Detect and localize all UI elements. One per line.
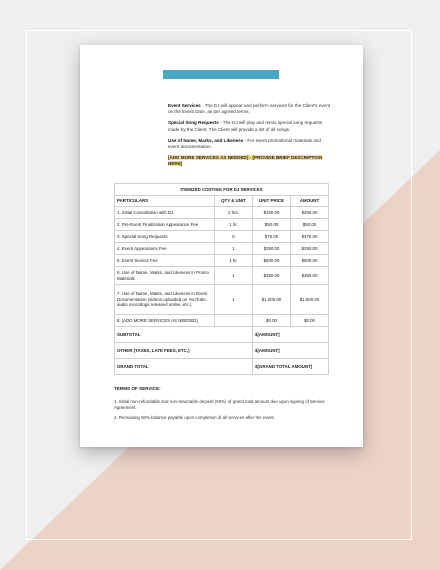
header-particulars: PARTICULARS xyxy=(115,196,215,207)
table-row xyxy=(115,315,329,327)
table-row xyxy=(115,255,329,267)
service-text: - For event promotional materials and event documentation. xyxy=(168,137,321,150)
table-header-row xyxy=(115,196,329,207)
table-row xyxy=(115,243,329,255)
cell-particulars: 5. Event Service Fee xyxy=(115,255,215,267)
subtotal-label: SUBTOTAL xyxy=(115,327,253,343)
cell-particulars: 7. Use of Name, Marks, and Likeness in Event Documentation (videos uploaded on YouTube, audio recordings released online, etc.) xyxy=(115,285,215,315)
header-amount: AMOUNT xyxy=(291,196,329,207)
cell-particulars: 4. Event Appearance Fee xyxy=(115,243,215,255)
terms-title: TERMS OF SERVICE: xyxy=(114,386,161,391)
add-more-paragraph xyxy=(168,155,330,167)
add-more-placeholder: [ADD MORE SERVICES AS NEEDED] - [PROVIDE BRIEF DESCRIPTION HERE] xyxy=(168,155,323,167)
cell-particulars: 3. Special Song Requests xyxy=(115,231,215,243)
cell-amount: $0.00 xyxy=(291,315,329,327)
cell-qty: 1 hr. xyxy=(215,219,253,231)
terms-section xyxy=(114,386,334,425)
table-title-row xyxy=(115,184,329,196)
cell-amount: $50.00 xyxy=(291,219,329,231)
cell-qty: 2 hrs. xyxy=(215,207,253,219)
cell-unit-price: $50.00 xyxy=(253,219,291,231)
cell-unit-price: $100.00 xyxy=(253,207,291,219)
cell-amount: $200.00 xyxy=(291,207,329,219)
other-label: OTHER (TAXES, LATE FEES, ETC.) xyxy=(115,343,253,359)
cell-qty: 1 xyxy=(215,243,253,255)
cell-amount: $250.00 xyxy=(291,243,329,255)
cell-particulars: 8. [ADD MORE SERVICES AS NEEDED] xyxy=(115,315,215,327)
cell-unit-price: $350.00 xyxy=(253,267,291,285)
cell-particulars: 6. Use of Name, Marks, and Likeness in Promo Materials xyxy=(115,267,215,285)
table-row xyxy=(115,285,329,315)
cell-particulars: 2. Pre-Event Finalization Appearance Fee xyxy=(115,219,215,231)
table-row xyxy=(115,231,329,243)
service-paragraph xyxy=(168,103,330,115)
service-name: Event Services xyxy=(168,103,201,108)
cell-amount: $350.00 xyxy=(291,267,329,285)
cell-qty: 1 hr. xyxy=(215,255,253,267)
table-row xyxy=(115,207,329,219)
service-name: Use of Name, Marks, and Likeness xyxy=(168,137,244,143)
cell-unit-price: $500.00 xyxy=(253,255,291,267)
subtotal-row xyxy=(115,327,329,343)
table-row xyxy=(115,267,329,285)
cell-qty: 5 xyxy=(215,231,253,243)
services-section xyxy=(168,103,330,173)
cell-qty: 1 xyxy=(215,267,253,285)
costing-table-wrap xyxy=(114,183,328,375)
cell-amount: $1,000.00 xyxy=(291,285,329,315)
service-paragraph xyxy=(168,120,330,132)
cell-unit-price: $0.00 xyxy=(253,315,291,327)
cell-unit-price: $250.00 xyxy=(253,243,291,255)
grand-total-row xyxy=(115,359,329,375)
other-row xyxy=(115,343,329,359)
subtotal-value: $[AMOUNT] xyxy=(253,327,329,343)
accent-bar xyxy=(163,70,279,79)
terms-item: 1. Initial non-refundable and non-returnable deposit (50%) of grand total amount due upon signing of Service Agreement. xyxy=(114,399,325,410)
costing-table xyxy=(114,183,329,375)
cell-amount: $375.00 xyxy=(291,231,329,243)
cell-qty: 1 xyxy=(215,285,253,315)
service-name: Special Song Requests xyxy=(168,120,219,126)
grand-total-value: $[GRAND TOTAL AMOUNT] xyxy=(253,359,329,375)
service-paragraph xyxy=(168,138,330,150)
other-value: $[AMOUNT] xyxy=(253,343,329,359)
cell-unit-price: $1,000.00 xyxy=(253,285,291,315)
table-row xyxy=(115,219,329,231)
grand-total-label: GRAND TOTAL xyxy=(115,359,253,375)
header-qty-unit: QTY & UNIT xyxy=(215,196,253,207)
cell-qty xyxy=(215,315,253,327)
terms-item: 2. Remaining 50% balance payable upon completion of all services after the event. xyxy=(114,415,275,420)
cell-unit-price: $75.00 xyxy=(253,231,291,243)
header-unit-price: UNIT PRICE xyxy=(253,196,291,207)
document-page xyxy=(80,45,363,447)
service-text: - The DJ will play and remix special song requests made by the Client. The Client will provide a list of all songs. xyxy=(168,120,323,132)
service-text: - The DJ will appear and perform services for the Client's event on the Event Date, as per agreed terms. xyxy=(168,103,330,115)
table-title: ITEMIZED COSTING FOR DJ SERVICES xyxy=(115,184,329,196)
cell-particulars: 1. Initial Consultation with DJ xyxy=(115,207,215,219)
cell-amount: $500.00 xyxy=(291,255,329,267)
